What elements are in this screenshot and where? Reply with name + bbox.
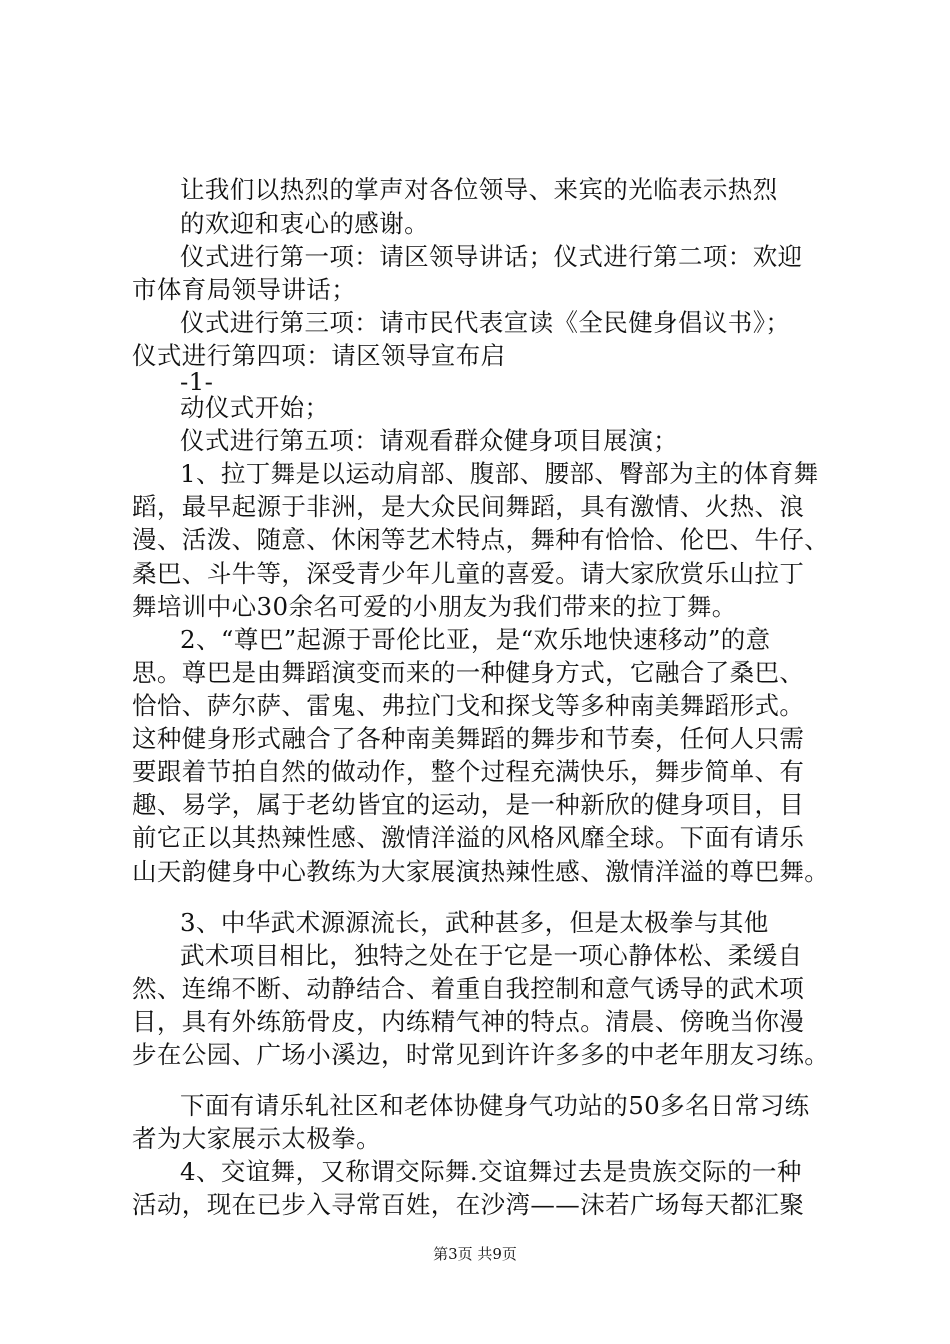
text-line: 要跟着节拍自然的做动作，整个过程充满快乐，舞步简单、有 (132, 757, 805, 786)
text-line: 步在公园、广场小溪边，时常见到许许多多的中老年朋友习练。 (132, 1040, 830, 1069)
text-line: 然、连绵不断、动静结合、着重自我控制和意气诱导的武术项 (132, 974, 805, 1003)
text-line: 者为大家展示太极拳。 (132, 1124, 381, 1153)
text-line: 山天韵健身中心教练为大家展演热辣性感、激情洋溢的尊巴舞。 (132, 857, 830, 886)
text-line: 1、拉丁舞是以运动肩部、腹部、腰部、臀部为主的体育舞 (180, 459, 819, 488)
page-footer: 第3页 共9页 (433, 1245, 517, 1263)
text-line: 4、交谊舞，又称谓交际舞.交谊舞过去是贵族交际的一种 (180, 1157, 802, 1186)
text-line: 恰恰、萨尔萨、雷鬼、弗拉门戈和探戈等多种南美舞蹈形式。 (132, 691, 805, 720)
text-line: 仪式进行第一项：请区领导讲话；仪式进行第二项：欢迎 (180, 242, 803, 271)
text-line: 仪式进行第五项：请观看群众健身项目展演； (180, 426, 678, 455)
text-line: 的欢迎和衷心的感谢。 (180, 209, 429, 238)
page-marker: -1- (180, 367, 214, 396)
text-line: 仪式进行第四项：请区领导宣布启 (132, 341, 506, 370)
text-line: 动仪式开始； (180, 393, 330, 422)
text-line: 让我们以热烈的掌声对各位领导、来宾的光临表示热烈 (180, 175, 778, 204)
text-line: 蹈，最早起源于非洲，是大众民间舞蹈，具有激情、火热、浪 (132, 492, 805, 521)
text-line: 目，具有外练筋骨皮，内练精气神的特点。清晨、傍晚当你漫 (132, 1007, 805, 1036)
text-line: 武术项目相比，独特之处在于它是一项心静体松、柔缓自 (180, 941, 803, 970)
text-line: 2、“尊巴”起源于哥伦比亚，是“欢乐地快速移动”的意 (180, 625, 771, 654)
text-line: 3、中华武术源源流长，武种甚多，但是太极拳与其他 (180, 908, 769, 937)
text-line: 漫、活泼、随意、休闲等艺术特点，舞种有恰恰、伦巴、牛仔、 (132, 525, 830, 554)
text-line: 活动，现在已步入寻常百姓，在沙湾——沫若广场每天都汇聚 (132, 1190, 805, 1219)
text-line: 舞培训中心30余名可爱的小朋友为我们带来的拉丁舞。 (132, 592, 737, 621)
text-line: 思。尊巴是由舞蹈演变而来的一种健身方式，它融合了桑巴、 (132, 658, 805, 687)
text-line: 前它正以其热辣性感、激情洋溢的风格风靡全球。下面有请乐 (132, 823, 805, 852)
text-line: 下面有请乐轧社区和老体协健身气功站的50多名日常习练 (180, 1091, 810, 1120)
text-line: 趣、易学，属于老幼皆宜的运动，是一种新欣的健身项目，目 (132, 790, 805, 819)
text-line: 桑巴、斗牛等，深受青少年儿童的喜爱。请大家欣赏乐山拉丁 (132, 559, 805, 588)
text-line: 仪式进行第三项：请市民代表宣读《全民健身倡议书》； (180, 308, 791, 337)
text-line: 这种健身形式融合了各种南美舞蹈的舞步和节奏，任何人只需 (132, 724, 805, 753)
text-line: 市体育局领导讲话； (132, 275, 357, 304)
